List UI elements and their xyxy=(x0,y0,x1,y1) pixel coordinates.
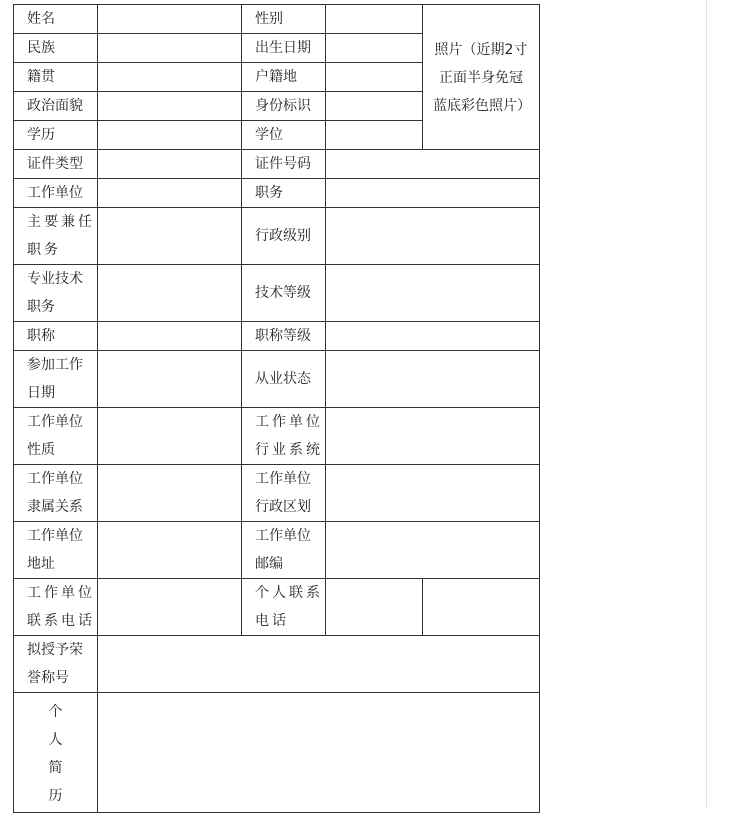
label-unit-postcode-cell xyxy=(242,522,326,579)
label-unit-admin-region-cell xyxy=(242,465,326,522)
field-political-status[interactable] xyxy=(98,92,242,121)
label-main-concurrent-positions: 主要兼任职务 xyxy=(27,214,95,258)
label-unit-admin-region: 工作单位行政区划 xyxy=(255,471,311,515)
field-id-number[interactable] xyxy=(326,150,540,179)
field-native-place[interactable] xyxy=(98,63,242,92)
label-work-unit: 工作单位 xyxy=(14,179,98,208)
field-degree[interactable] xyxy=(326,121,423,150)
label-unit-phone: 工作单位联系电话 xyxy=(27,585,95,629)
field-unit-affiliation[interactable] xyxy=(98,465,242,522)
field-professional-title[interactable] xyxy=(98,322,242,351)
field-identity-mark[interactable] xyxy=(326,92,423,121)
label-native-place: 籍贯 xyxy=(14,63,98,92)
label-unit-postcode: 工作单位邮编 xyxy=(255,528,311,572)
page-edge-line xyxy=(706,0,707,808)
label-unit-address-cell xyxy=(14,522,98,579)
label-main-concurrent-positions-cell xyxy=(14,208,98,265)
label-technical-grade: 技术等级 xyxy=(242,265,326,322)
field-resume[interactable] xyxy=(98,693,540,813)
field-gender[interactable] xyxy=(326,5,423,34)
label-degree: 学位 xyxy=(242,121,326,150)
label-proposed-honor-cell xyxy=(14,636,98,693)
field-unit-address[interactable] xyxy=(98,522,242,579)
field-proposed-honor[interactable] xyxy=(98,636,540,693)
label-professional-technical-position-cell xyxy=(14,265,98,322)
label-ethnicity: 民族 xyxy=(14,34,98,63)
label-unit-industry-system-cell xyxy=(242,408,326,465)
label-unit-industry-system: 工作单位行业系统 xyxy=(255,414,323,458)
label-resume: 个人简历 xyxy=(48,703,63,804)
label-proposed-honor: 拟授予荣誉称号 xyxy=(27,642,83,686)
label-unit-nature: 工作单位性质 xyxy=(27,414,83,458)
label-resume-cell xyxy=(14,693,98,813)
field-work-start-date[interactable] xyxy=(98,351,242,408)
label-work-start-date-cell xyxy=(14,351,98,408)
label-administrative-level: 行政级别 xyxy=(242,208,326,265)
field-unit-industry-system[interactable] xyxy=(326,408,540,465)
field-personal-phone-extra[interactable] xyxy=(423,579,540,636)
field-unit-nature[interactable] xyxy=(98,408,242,465)
label-personal-phone: 个人联系电话 xyxy=(255,585,323,629)
label-education: 学历 xyxy=(14,121,98,150)
field-unit-admin-region[interactable] xyxy=(326,465,540,522)
label-title-grade: 职称等级 xyxy=(242,322,326,351)
label-id-type: 证件类型 xyxy=(14,150,98,179)
label-professional-technical-position: 专业技术职务 xyxy=(27,271,83,315)
label-work-start-date: 参加工作日期 xyxy=(27,357,83,401)
field-main-concurrent-positions[interactable] xyxy=(98,208,242,265)
field-personal-phone[interactable] xyxy=(326,579,423,636)
field-administrative-level[interactable] xyxy=(326,208,540,265)
field-title-grade[interactable] xyxy=(326,322,540,351)
field-work-unit[interactable] xyxy=(98,179,242,208)
label-name: 姓名 xyxy=(14,5,98,34)
label-employment-status: 从业状态 xyxy=(242,351,326,408)
field-professional-technical-position[interactable] xyxy=(98,265,242,322)
field-birth-date[interactable] xyxy=(326,34,423,63)
field-position[interactable] xyxy=(326,179,540,208)
field-unit-phone[interactable] xyxy=(98,579,242,636)
label-political-status: 政治面貌 xyxy=(14,92,98,121)
label-unit-affiliation: 工作单位隶属关系 xyxy=(27,471,83,515)
label-personal-phone-cell xyxy=(242,579,326,636)
label-household-registration: 户籍地 xyxy=(242,63,326,92)
field-technical-grade[interactable] xyxy=(326,265,540,322)
field-ethnicity[interactable] xyxy=(98,34,242,63)
label-unit-address: 工作单位地址 xyxy=(27,528,83,572)
field-name[interactable] xyxy=(98,5,242,34)
label-unit-nature-cell xyxy=(14,408,98,465)
label-unit-affiliation-cell xyxy=(14,465,98,522)
label-gender: 性别 xyxy=(242,5,326,34)
label-position: 职务 xyxy=(242,179,326,208)
label-birth-date: 出生日期 xyxy=(242,34,326,63)
label-unit-phone-cell xyxy=(14,579,98,636)
photo-instruction: 照片（近期2寸正面半身免冠蓝底彩色照片） xyxy=(433,42,531,114)
photo-box[interactable] xyxy=(423,5,540,150)
field-id-type[interactable] xyxy=(98,150,242,179)
label-id-number: 证件号码 xyxy=(242,150,326,179)
label-professional-title: 职称 xyxy=(14,322,98,351)
field-education[interactable] xyxy=(98,121,242,150)
field-employment-status[interactable] xyxy=(326,351,540,408)
personal-info-form xyxy=(13,4,540,813)
label-identity-mark: 身份标识 xyxy=(242,92,326,121)
field-unit-postcode[interactable] xyxy=(326,522,540,579)
field-household-registration[interactable] xyxy=(326,63,423,92)
